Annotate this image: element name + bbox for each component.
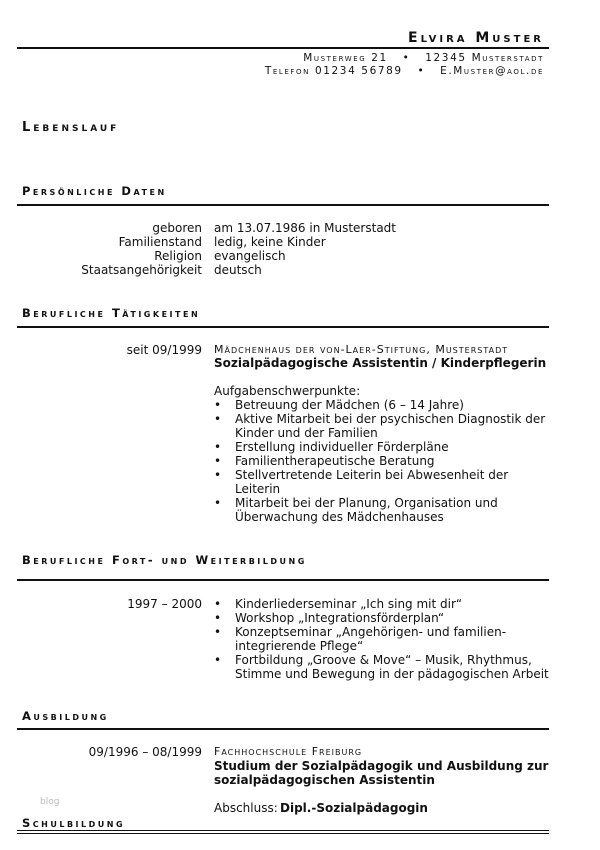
bullet: • [214,597,222,611]
training-item: Kinderliederseminar „Ich sing mit dir“ [235,597,463,611]
label-religion: Religion [154,249,202,263]
work-task: Kinder und der Familien [235,426,378,440]
section-heading-education: Ausbildung [22,709,109,723]
work-tasks-heading: Aufgabenschwerpunkte: [214,384,361,398]
bullet: • [214,398,222,412]
section-rule [17,830,549,831]
work-task: Erstellung individueller Förderpläne [235,440,449,454]
education-study-line1: Studium der Sozialpädagogik und Ausbildung zur [214,759,549,773]
education-study-line2: sozialpädagogischen Assistentin [214,773,435,787]
value-religion: evangelisch [214,249,286,263]
address-line: Musterweg 21 • 12345 Musterstadt [303,52,544,64]
training-item: Fortbildung „Groove & Move“ – Musik, Rhythmus, [235,653,532,667]
bullet: • [214,653,222,667]
watermark: blog [40,797,60,807]
section-heading-work: Berufliche Tätigkeiten [22,306,201,320]
header-rule [17,47,549,49]
label-born: geboren [152,221,202,235]
bullet: • [214,440,222,454]
bullet: • [214,468,222,482]
training-date: 1997 – 2000 [127,597,202,611]
section-rule [17,728,549,730]
label-nationality: Staatsangehörigkeit [81,263,202,277]
work-task: Aktive Mitarbeit bei der psychischen Diagnostik der [235,412,546,426]
value-born: am 13.07.1986 in Musterstadt [214,221,396,235]
work-position: Sozialpädagogische Assistentin / Kinderpflegerin [214,356,547,370]
bullet: • [214,412,222,426]
work-task: Stellvertretende Leiterin bei Abwesenheit der [235,468,509,482]
work-task: Überwachung des Mädchenhauses [235,510,444,524]
bullet: • [214,625,222,639]
value-nationality: deutsch [214,263,262,277]
section-heading-school: Schulbildung [22,816,126,830]
education-degree: Dipl.-Sozialpädagogin [280,801,428,815]
training-item: Workshop „Integrationsförderplan“ [235,611,445,625]
section-heading-personal: Persönliche Daten [22,184,167,198]
applicant-name: Elvira Muster [408,30,544,46]
section-heading-training: Berufliche Fort- und Weiterbildung [22,553,307,567]
work-date: seit 09/1999 [126,343,202,357]
section-rule [17,204,549,206]
value-marital-status: ledig, keine Kinder [214,235,326,249]
work-task: Leiterin [235,482,281,496]
bullet: • [214,611,222,625]
work-task: Mitarbeit bei der Planung, Organisation und [235,496,498,510]
section-rule [17,833,549,834]
education-degree-label: Abschluss: [214,801,278,815]
section-rule [17,326,549,328]
contact-line: Telefon 01234 56789 • E.Muster@aol.de [264,65,544,77]
training-item: Stimme und Bewegung in der pädagogischen Arbeit [235,667,549,681]
section-rule [17,579,549,581]
bullet: • [214,454,222,468]
education-date: 09/1996 – 08/1999 [88,745,202,759]
education-school: Fachhochschule Freiburg [214,745,363,758]
document-title: Lebenslauf [22,120,120,135]
label-marital-status: Familienstand [118,235,202,249]
work-employer: Mädchenhaus der von-Laer-Stiftung, Musterstadt [214,343,509,356]
training-item: Konzeptseminar „Angehörigen- und familien- [235,625,507,639]
bullet: • [214,496,222,510]
work-task: Familientherapeutische Beratung [235,454,435,468]
training-item: integrierende Pflege“ [235,639,364,653]
work-task: Betreuung der Mädchen (6 – 14 Jahre) [235,398,464,412]
